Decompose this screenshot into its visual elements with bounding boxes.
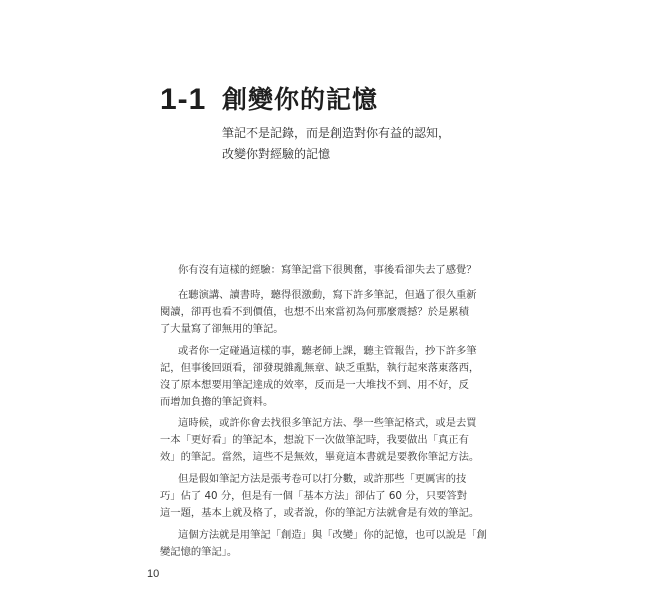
paragraph-line: 這時候，或許你會去找很多筆記方法、學一些筆記格式，或是去買 — [178, 417, 477, 429]
paragraph-line: 沒了原本想要用筆記達成的效率，反而是一大堆找不到、用不好，反 — [160, 379, 469, 391]
page-number: 10 — [147, 568, 160, 580]
paragraph-line: 而增加負擔的筆記資料。 — [160, 396, 274, 408]
paragraph-line: 這一題，基本上就及格了，或者說，你的筆記方法就會是有效的筆記。 — [160, 507, 480, 519]
subtitle-line-1: 筆記不是記錄，而是創造對你有益的認知， — [222, 126, 451, 140]
paragraph-line: 閱讀，卻再也看不到價值，也想不出來當初為何那麼震撼？於是累積 — [160, 306, 469, 318]
chapter-number: 1-1 — [160, 83, 207, 116]
paragraph-line: 效」的筆記。當然，這些不是無效，畢竟這本書就是要教你筆記方法。 — [160, 451, 480, 463]
paragraph-line: 在聽演講、讀書時，聽得很激動，寫下許多筆記，但過了很久重新 — [178, 289, 477, 301]
paragraph-line: 但是假如筆記方法是張考卷可以打分數，或許那些「更厲害的技 — [178, 473, 467, 485]
paragraph-line: 巧」佔了 40 分，但是有一個「基本方法」卻佔了 60 分，只要答對 — [160, 490, 468, 502]
paragraph-line: 或者你一定碰過這樣的事，聽老師上課，聽主管報告，抄下許多筆 — [178, 345, 477, 357]
paragraph-line: 你有沒有這樣的經驗：寫筆記當下很興奮，事後看卻失去了感覺？ — [178, 264, 477, 276]
paragraph-line: 記，但事後回頭看，卻發現雜亂無章、缺乏重點，執行起來落東落西， — [160, 362, 480, 374]
paragraph-line: 變記憶的筆記」。 — [160, 546, 238, 558]
paragraph-line: 了大量寫了卻無用的筆記。 — [160, 323, 284, 335]
paragraph-line: 一本「更好看」的筆記本，想說下一次做筆記時，我要做出「真正有 — [160, 434, 469, 446]
chapter-title: 創變你的記憶 — [222, 85, 379, 114]
paragraph-line: 這個方法就是用筆記「創造」與「改變」你的記憶，也可以說是「創 — [178, 529, 487, 541]
subtitle-line-2: 改變你對經驗的記憶 — [222, 147, 331, 161]
